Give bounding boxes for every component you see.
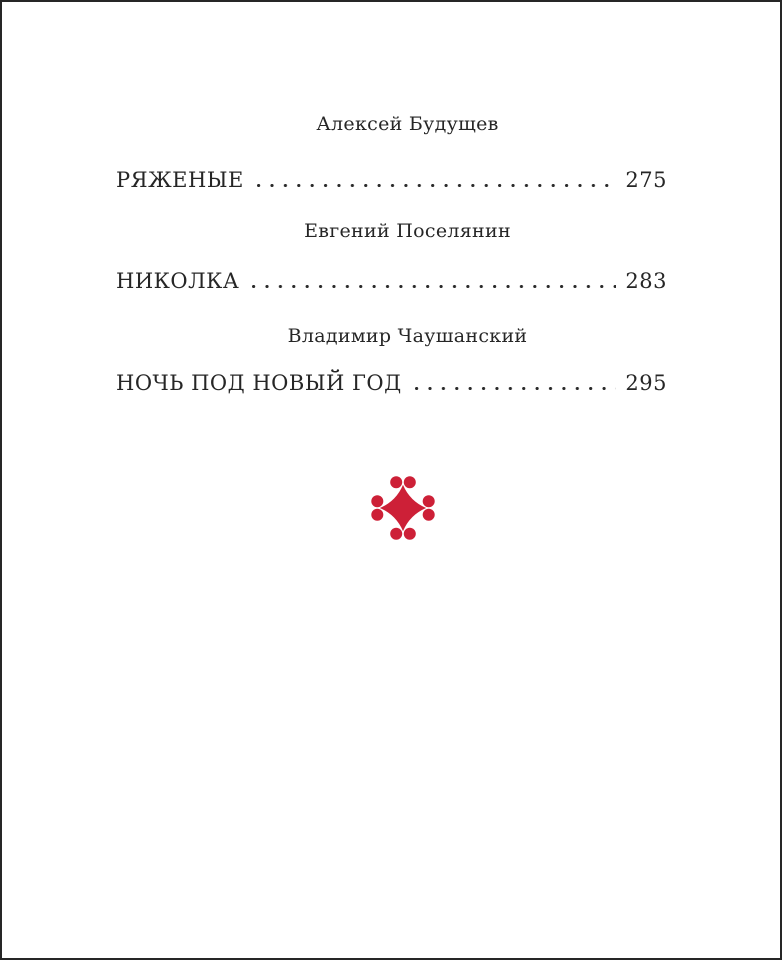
toc-entry[interactable]	[116, 268, 667, 294]
toc-entry-page-number: 275	[625, 168, 667, 192]
dot-leader	[257, 184, 617, 187]
toc-entry-page-number: 283	[625, 269, 667, 293]
toc-entry-title: РЯЖЕНЫЕ	[116, 168, 244, 192]
toc-entry-title: НОЧЬ ПОД НОВЫЙ ГОД	[116, 371, 402, 395]
toc-entry[interactable]	[116, 370, 667, 396]
cross-snowflake-ornament-icon	[371, 476, 435, 540]
dot-leader	[415, 387, 617, 390]
toc-entry-page-number: 295	[625, 371, 667, 395]
author-name: Владимир Чаушанский	[287, 325, 528, 347]
dot-leader	[252, 285, 616, 288]
toc-entry[interactable]	[116, 167, 667, 193]
toc-entry-title: НИКОЛКА	[116, 269, 240, 293]
author-name: Алексей Будущев	[316, 113, 499, 135]
author-name: Евгений Поселянин	[304, 220, 511, 242]
